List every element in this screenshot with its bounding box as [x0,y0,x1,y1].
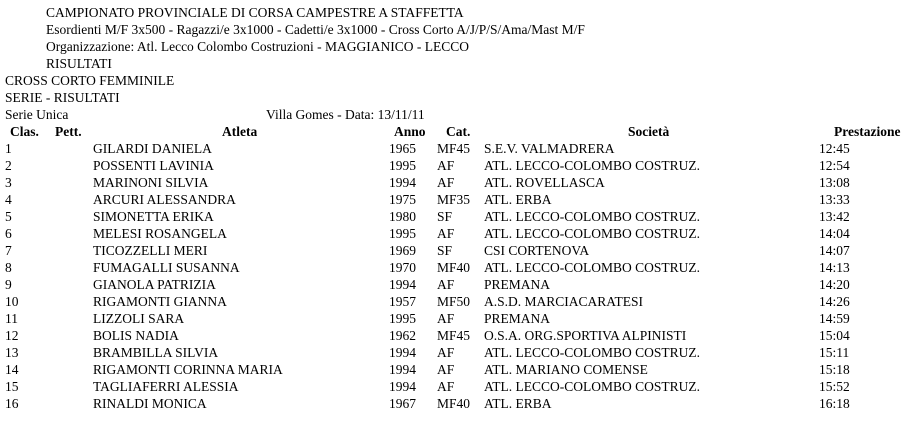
result-time: 14:20 [819,277,850,292]
result-year: 1965 [389,141,416,156]
table-row [0,191,914,208]
table-row [0,242,914,259]
series-name: Serie Unica [5,107,69,122]
category-title: CROSS CORTO FEMMINILE [5,73,175,88]
result-year: 1994 [389,379,416,394]
result-time: 14:04 [819,226,850,241]
result-time: 13:08 [819,175,850,190]
result-athlete: BOLIS NADIA [93,328,179,343]
result-time: 15:11 [819,345,850,360]
result-year: 1970 [389,260,416,275]
result-time: 14:26 [819,294,850,309]
col-prestazione: Prestazione [834,124,901,139]
result-athlete: TICOZZELLI MERI [93,243,208,258]
table-row [0,140,914,157]
result-club: ATL. ROVELLASCA [484,175,605,190]
table-row [0,293,914,310]
result-year: 1995 [389,311,416,326]
result-year: 1994 [389,175,416,190]
result-year: 1969 [389,243,416,258]
result-time: 14:13 [819,260,850,275]
result-clas: 1 [5,141,12,156]
table-row [0,327,914,344]
result-club: PREMANA [484,311,551,326]
result-club: S.E.V. VALMADRERA [484,141,615,156]
result-category: SF [437,209,453,224]
col-cat: Cat. [446,124,471,139]
result-athlete: RIGAMONTI CORINNA MARIA [93,362,283,377]
result-year: 1975 [389,192,416,207]
table-row [0,344,914,361]
table-row [0,208,914,225]
result-category: MF40 [437,260,471,275]
result-category: AF [437,345,455,360]
result-athlete: POSSENTI LAVINIA [93,158,214,173]
result-clas: 4 [5,192,12,207]
col-anno: Anno [394,124,426,139]
result-year: 1994 [389,345,416,360]
result-clas: 2 [5,158,12,173]
result-athlete: SIMONETTA ERIKA [93,209,214,224]
result-athlete: GIANOLA PATRIZIA [93,277,216,292]
table-row [0,310,914,327]
result-category: AF [437,277,455,292]
result-clas: 11 [5,311,18,326]
table-row [0,225,914,242]
result-athlete: FUMAGALLI SUSANNA [93,260,240,275]
result-athlete: TAGLIAFERRI ALESSIA [93,379,239,394]
result-category: MF45 [437,141,471,156]
result-time: 14:59 [819,311,850,326]
result-year: 1995 [389,226,416,241]
table-row [0,276,914,293]
result-club: ATL. LECCO-COLOMBO COSTRUZ. [484,226,701,241]
result-time: 12:54 [819,158,850,173]
results-label: RISULTATI [46,56,112,71]
result-clas: 12 [5,328,19,343]
result-athlete: MARINONI SILVIA [93,175,209,190]
result-athlete: MELESI ROSANGELA [93,226,227,241]
result-club: PREMANA [484,277,551,292]
table-row [0,361,914,378]
result-category: MF35 [437,192,471,207]
result-athlete: LIZZOLI SARA [93,311,185,326]
col-pett: Pett. [55,124,82,139]
result-year: 1994 [389,362,416,377]
result-club: ATL. LECCO-COLOMBO COSTRUZ. [484,260,701,275]
result-club: O.S.A. ORG.SPORTIVA ALPINISTI [484,328,687,343]
result-clas: 14 [5,362,19,377]
venue-date: Villa Gomes - Data: 13/11/11 [266,107,425,122]
race-categories: Esordienti M/F 3x500 - Ragazzi/e 3x1000 - Cadetti/e 3x1000 - Cross Corto A/J/P/S/Ama/Mast M/F [46,22,585,37]
result-category: MF50 [437,294,471,309]
result-club: ATL. LECCO-COLOMBO COSTRUZ. [484,158,701,173]
result-athlete: RINALDI MONICA [93,396,207,411]
championship-title: CAMPIONATO PROVINCIALE DI CORSA CAMPESTRE A STAFFETTA [46,5,464,20]
result-year: 1962 [389,328,416,343]
result-club: ATL. LECCO-COLOMBO COSTRUZ. [484,379,701,394]
result-clas: 3 [5,175,12,190]
result-athlete: ARCURI ALESSANDRA [93,192,236,207]
result-clas: 16 [5,396,19,411]
result-athlete: GILARDI DANIELA [93,141,212,156]
result-club: CSI CORTENOVA [484,243,590,258]
result-year: 1967 [389,396,416,411]
result-club: A.S.D. MARCIACARATESI [484,294,644,309]
table-row [0,157,914,174]
result-category: SF [437,243,453,258]
result-time: 14:07 [819,243,850,258]
results-table-header [0,123,914,140]
result-year: 1994 [389,277,416,292]
result-clas: 5 [5,209,12,224]
result-category: AF [437,226,455,241]
result-club: ATL. ERBA [484,192,552,207]
result-category: AF [437,362,455,377]
result-time: 15:18 [819,362,850,377]
organizer: Organizzazione: Atl. Lecco Colombo Costruzioni - MAGGIANICO - LECCO [46,39,470,54]
result-category: AF [437,158,455,173]
col-societa: Società [628,124,670,139]
table-row [0,174,914,191]
result-time: 16:18 [819,396,850,411]
result-category: MF40 [437,396,471,411]
result-year: 1957 [389,294,416,309]
result-category: AF [437,311,455,326]
result-clas: 8 [5,260,12,275]
col-atleta: Atleta [222,124,258,139]
result-category: MF45 [437,328,471,343]
result-year: 1980 [389,209,416,224]
col-clas: Clas. [10,124,39,139]
result-time: 12:45 [819,141,850,156]
table-row [0,395,914,412]
result-athlete: RIGAMONTI GIANNA [93,294,227,309]
result-clas: 10 [5,294,19,309]
result-clas: 15 [5,379,19,394]
result-category: AF [437,175,455,190]
result-time: 15:04 [819,328,850,343]
result-athlete: BRAMBILLA SILVIA [93,345,219,360]
result-club: ATL. LECCO-COLOMBO COSTRUZ. [484,345,701,360]
result-time: 13:33 [819,192,850,207]
result-clas: 6 [5,226,12,241]
result-clas: 7 [5,243,12,258]
result-clas: 13 [5,345,19,360]
result-club: ATL. MARIANO COMENSE [484,362,648,377]
result-time: 13:42 [819,209,850,224]
table-row [0,259,914,276]
table-row [0,378,914,395]
result-club: ATL. ERBA [484,396,552,411]
result-time: 15:52 [819,379,850,394]
result-category: AF [437,379,455,394]
result-year: 1995 [389,158,416,173]
result-club: ATL. LECCO-COLOMBO COSTRUZ. [484,209,701,224]
result-clas: 9 [5,277,12,292]
series-results: SERIE - RISULTATI [5,90,120,105]
